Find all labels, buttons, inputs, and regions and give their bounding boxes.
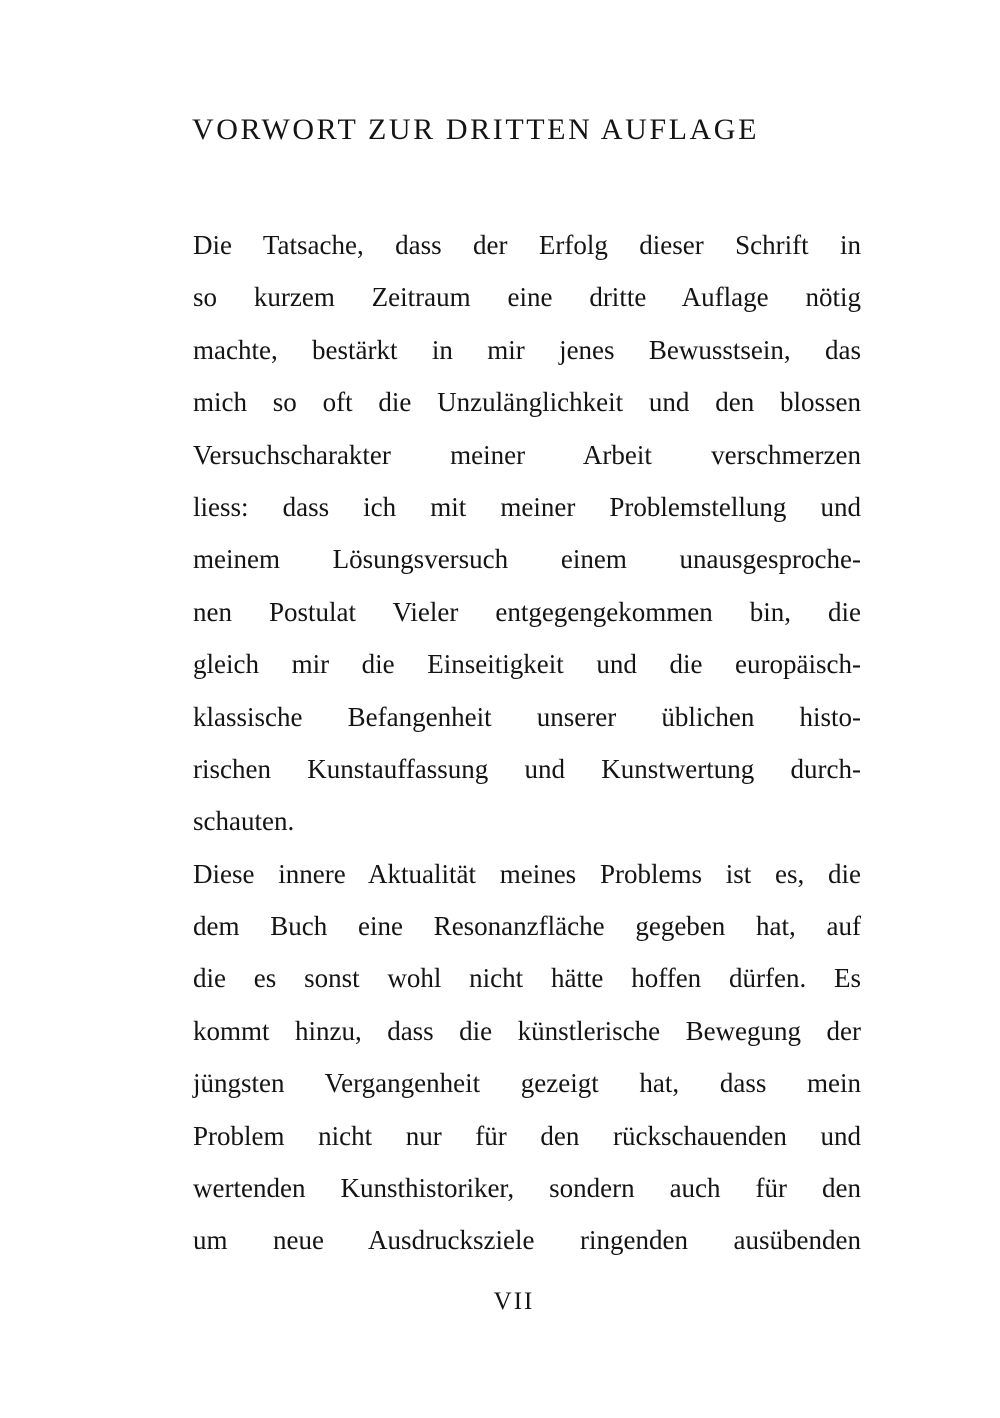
text-line: mich so oft die Unzulänglichkeit und den blossen bbox=[193, 387, 861, 418]
text-line: gleich mir die Einseitigkeit und die europäisch- bbox=[193, 649, 861, 680]
text-line: die es sonst wohl nicht hätte hoffen dürfen. Es bbox=[193, 963, 861, 994]
body-text bbox=[193, 219, 861, 1267]
text-line: machte, bestärkt in mir jenes Bewusstsein, das bbox=[193, 334, 861, 365]
text-line: wertenden Kunsthistoriker, sondern auch für den bbox=[193, 1173, 861, 1204]
text-line: dem Buch eine Resonanzfläche gegeben hat, auf bbox=[193, 911, 861, 942]
text-line: klassische Befangenheit unserer üblichen histo- bbox=[193, 701, 861, 732]
text-line: jüngsten Vergangenheit gezeigt hat, dass mein bbox=[193, 1068, 861, 1099]
text-line: Problem nicht nur für den rückschauenden und bbox=[193, 1120, 861, 1151]
text-line: um neue Ausdrucksziele ringenden ausübenden bbox=[193, 1225, 861, 1256]
text-line: schauten. bbox=[193, 806, 295, 837]
paragraph-2 bbox=[193, 848, 861, 1267]
text-line: meinem Lösungsversuch einem unausgesproche- bbox=[193, 544, 861, 575]
paragraph-1 bbox=[193, 219, 861, 848]
text-line: nen Postulat Vieler entgegengekommen bin, die bbox=[193, 596, 861, 627]
chapter-heading: VORWORT ZUR DRITTEN AUFLAGE bbox=[192, 113, 760, 146]
text-line: so kurzem Zeitraum eine dritte Auflage nötig bbox=[193, 282, 861, 313]
text-line: Versuchscharakter meiner Arbeit verschmerzen bbox=[193, 439, 861, 470]
text-line: Die Tatsache, dass der Erfolg dieser Schrift in bbox=[193, 230, 861, 260]
text-line: Diese innere Aktualität meines Problems ist es, die bbox=[193, 858, 861, 889]
text-line: rischen Kunstauffassung und Kunstwertung durch- bbox=[193, 753, 861, 784]
text-line: kommt hinzu, dass die künstlerische Bewegung der bbox=[193, 1015, 861, 1046]
page-number: VII bbox=[493, 1288, 535, 1315]
text-line: liess: dass ich mit meiner Problemstellung und bbox=[193, 491, 861, 522]
